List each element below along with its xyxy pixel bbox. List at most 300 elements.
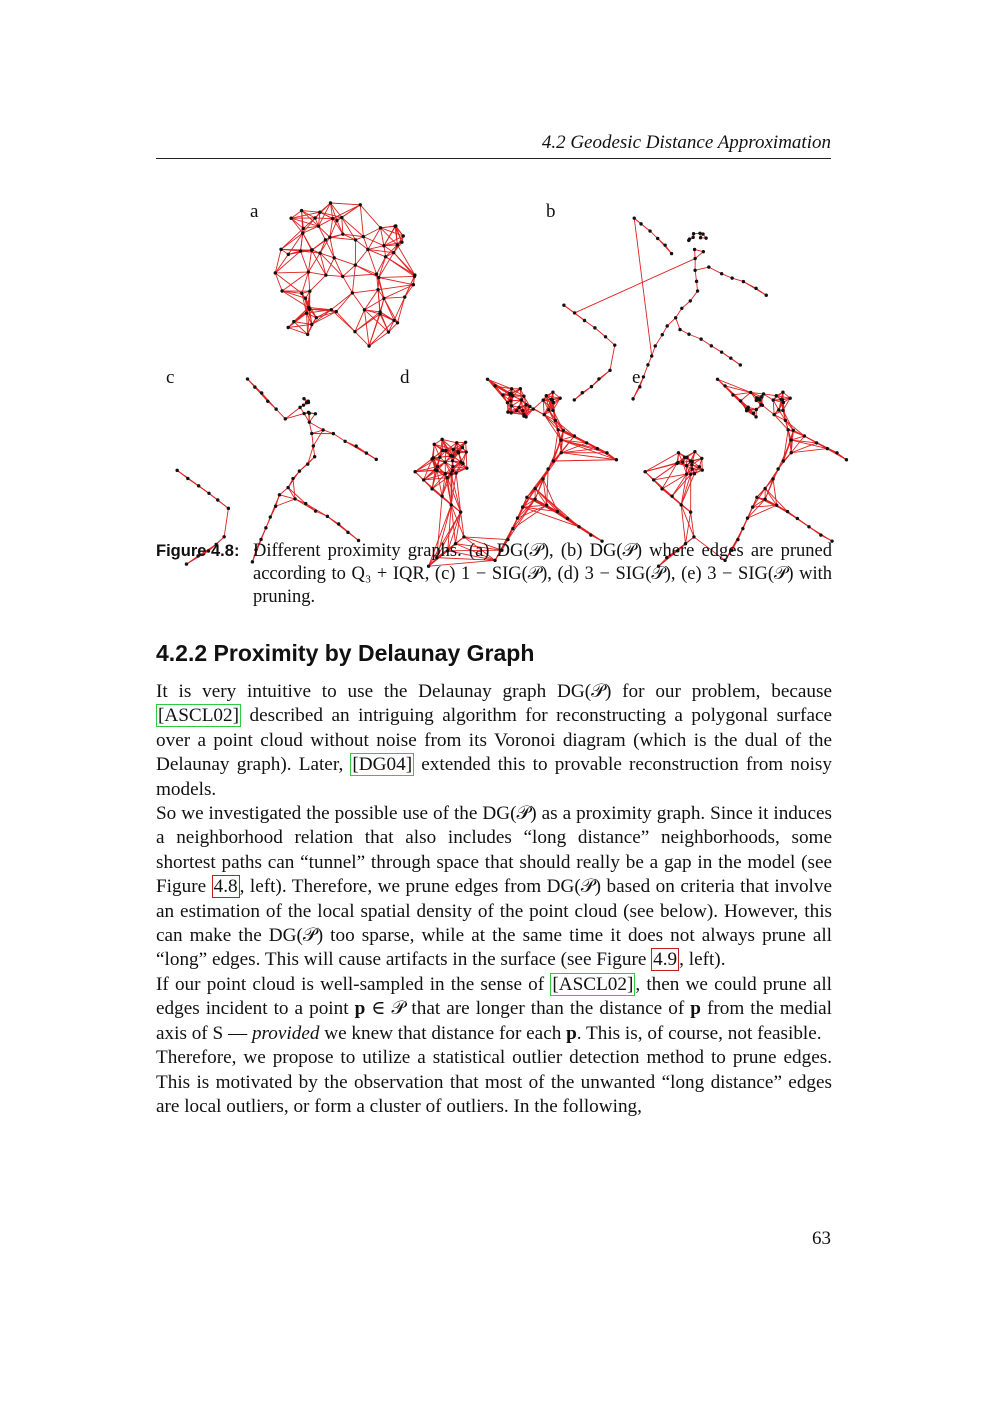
graph-point: [510, 387, 513, 390]
graph-edge: [315, 218, 333, 219]
graph-edge: [355, 249, 368, 265]
graph-point: [459, 460, 462, 463]
graph-edge: [308, 272, 325, 275]
graph-point: [690, 467, 693, 470]
graph-point: [509, 411, 512, 414]
graph-point: [660, 487, 663, 490]
graph-point: [440, 438, 443, 441]
citation-ascl02[interactable]: [ASCL02]: [158, 705, 240, 727]
panel-b-pruned-delaunay: [535, 195, 745, 360]
running-head: 4.2 Geodesic Distance Approximation: [541, 132, 831, 153]
graph-edge: [595, 328, 606, 337]
graph-point: [532, 407, 535, 410]
graph-point: [413, 275, 416, 278]
p3-text-d: from the medial axis of S —: [156, 998, 832, 1044]
graph-point: [449, 472, 452, 475]
p3-text-c: ∈ 𝒫 that are longer than the distance of: [365, 998, 691, 1020]
graph-point: [312, 444, 315, 447]
graph-point: [554, 419, 557, 422]
p1-text-b: described an intriguing algorithm for reconstructing a polygonal surface over a point cloud without noise from its Voronoi diagram (which is the dual of the Delaunay graph). Later,: [156, 705, 832, 776]
graph-point: [457, 451, 460, 454]
graph-point: [422, 478, 425, 481]
graph-point: [302, 412, 305, 415]
panel-e-3-sig-pruned: [620, 362, 830, 522]
graph-point: [515, 409, 518, 412]
graph-point: [792, 429, 795, 432]
graph-point: [739, 399, 742, 402]
panel-c-graph: [155, 362, 365, 522]
graph-point: [305, 312, 308, 315]
graph-edge: [330, 237, 334, 258]
graph-edge: [533, 400, 543, 409]
graph-edge: [331, 293, 352, 310]
graph-point: [819, 533, 822, 536]
graph-edge: [224, 508, 228, 536]
graph-edge: [689, 334, 701, 339]
graph-edge: [352, 265, 355, 293]
graph-point: [546, 467, 549, 470]
graph-edge: [218, 500, 229, 508]
graph-point: [661, 333, 664, 336]
graph-point: [781, 409, 784, 412]
graph-point: [315, 316, 318, 319]
p3-text-b: , then we could prune all edges incident to a point: [156, 973, 832, 1020]
graph-point: [412, 283, 415, 286]
graph-point: [366, 248, 369, 251]
graph-point: [307, 270, 310, 273]
graph-point: [310, 323, 313, 326]
graph-point: [329, 201, 332, 204]
graph-edge: [610, 345, 615, 370]
graph-point: [723, 384, 726, 387]
graph-edge: [690, 291, 697, 301]
graph-point: [260, 391, 263, 394]
graph-edge: [508, 499, 535, 539]
graph-point: [310, 432, 313, 435]
graph-point: [324, 273, 327, 276]
graph-edge: [342, 218, 364, 237]
graph-edge: [302, 272, 309, 293]
figure-ref-4-8[interactable]: 4.8: [213, 876, 238, 898]
graph-edge: [303, 233, 312, 250]
graph-edge: [308, 272, 309, 291]
p2-text-c: , left).: [679, 949, 726, 971]
graph-point: [274, 271, 277, 274]
graph-point: [317, 224, 320, 227]
graph-point: [666, 324, 669, 327]
graph-point: [298, 469, 301, 472]
graph-point: [186, 477, 189, 480]
graph-point: [379, 226, 382, 229]
graph-point: [760, 395, 763, 398]
graph-point: [685, 456, 688, 459]
graph-point: [685, 472, 688, 475]
graph-point: [353, 330, 356, 333]
graph-point: [451, 459, 454, 462]
graph-point: [400, 240, 403, 243]
graph-point: [522, 414, 525, 417]
graph-point: [696, 289, 699, 292]
graph-point: [308, 420, 311, 423]
graph-point: [301, 231, 304, 234]
graph-point: [522, 395, 525, 398]
graph-point: [465, 450, 468, 453]
graph-point: [583, 319, 586, 322]
graph-edge: [368, 246, 384, 250]
graph-edge: [288, 307, 308, 327]
graph-point: [324, 238, 327, 241]
p2-text-b: , left). Therefore, we prune edges from DG(𝒫) based on criteria that involve an estimation of the local spatial density of the point cloud (see below). However, this can make the DG(𝒫) too sparse, while at the same time it does not always prune all “long” edges. This will cause artifacts in the surface (see Figure: [156, 876, 832, 971]
graph-point: [605, 451, 608, 454]
graph-point: [566, 517, 569, 520]
panel-label-d: d: [400, 367, 410, 388]
graph-point: [451, 469, 454, 472]
graph-point: [752, 412, 755, 415]
graph-edge: [695, 267, 709, 270]
graph-edge: [343, 274, 377, 276]
graph-point: [328, 236, 331, 239]
graph-edge: [563, 430, 616, 459]
graph-point: [207, 492, 210, 495]
graph-point: [430, 487, 433, 490]
graph-point: [362, 235, 365, 238]
graph-edge: [327, 516, 358, 540]
graph-edge: [389, 320, 395, 332]
panel-e-graph: [620, 362, 830, 522]
graph-point: [451, 455, 454, 458]
graph-edge: [762, 405, 774, 414]
graph-point: [749, 391, 752, 394]
graph-point: [690, 463, 693, 466]
panel-d-graph: [390, 362, 600, 522]
graph-point: [394, 224, 397, 227]
graph-point: [781, 390, 784, 393]
graph-point: [446, 476, 449, 479]
graph-point: [815, 441, 818, 444]
graph-point: [528, 405, 531, 408]
graph-point: [377, 276, 380, 279]
graph-point: [845, 458, 848, 461]
graph-point: [293, 497, 296, 500]
graph-edge: [336, 293, 352, 312]
graph-point: [359, 203, 362, 206]
graph-point: [280, 289, 283, 292]
graph-point: [652, 478, 655, 481]
graph-edge: [276, 409, 285, 419]
graph-point: [533, 487, 536, 490]
graph-point: [720, 272, 723, 275]
graph-point: [698, 232, 701, 235]
graph-point: [689, 510, 692, 513]
graph-point: [286, 326, 289, 329]
graph-edge: [575, 259, 696, 313]
panel-label-a: a: [250, 201, 259, 222]
graph-point: [562, 304, 565, 307]
graph-point: [508, 393, 511, 396]
graph-point: [308, 412, 311, 415]
graph-point: [775, 504, 778, 507]
graph-edge: [276, 499, 295, 506]
graph-point: [786, 428, 789, 431]
graph-point: [541, 477, 544, 480]
graph-edge: [466, 452, 467, 468]
graph-point: [784, 419, 787, 422]
graph-edge: [634, 218, 651, 356]
graph-point: [763, 498, 766, 501]
graph-point: [552, 459, 555, 462]
graph-point: [656, 237, 659, 240]
graph-point: [306, 462, 309, 465]
graph-point: [521, 505, 524, 508]
graph-point: [562, 429, 565, 432]
graph-edge: [732, 278, 743, 281]
graph-point: [552, 401, 555, 404]
graph-point: [692, 535, 695, 538]
graph-point: [266, 400, 269, 403]
graph-edge: [364, 310, 369, 346]
graph-point: [790, 451, 793, 454]
graph-point: [786, 510, 789, 513]
graph-point: [577, 525, 580, 528]
graph-point: [403, 295, 406, 298]
graph-point: [639, 222, 642, 225]
graph-point: [451, 465, 454, 468]
graph-point: [443, 460, 446, 463]
body-text: [156, 680, 832, 1119]
graph-edge: [309, 422, 311, 433]
graph-point: [332, 432, 335, 435]
graph-edge: [553, 460, 616, 461]
panel-d-3-sig: [390, 362, 600, 522]
graph-point: [274, 505, 277, 508]
graph-point: [519, 387, 522, 390]
graph-point: [716, 378, 719, 381]
graph-point: [687, 333, 690, 336]
graph-edge: [722, 274, 733, 278]
panel-label-b: b: [546, 201, 556, 222]
graph-point: [253, 385, 256, 388]
graph-edge: [281, 228, 303, 249]
graph-edge: [309, 422, 323, 430]
graph-point: [292, 320, 295, 323]
graph-point: [654, 344, 657, 347]
graph-point: [670, 252, 673, 255]
graph-point: [604, 335, 607, 338]
graph-point: [675, 462, 678, 465]
graph-point: [461, 446, 464, 449]
graph-point: [332, 256, 335, 259]
graph-point: [690, 460, 693, 463]
graph-point: [436, 465, 439, 468]
graph-point: [269, 515, 272, 518]
graph-point: [430, 457, 433, 460]
graph-point: [730, 276, 733, 279]
graph-point: [318, 251, 321, 254]
graph-point: [378, 310, 381, 313]
p3-bold-p-3: p: [566, 1022, 577, 1044]
graph-point: [525, 496, 528, 499]
graph-point: [693, 450, 696, 453]
graph-edge: [701, 339, 711, 346]
graph-point: [521, 409, 524, 412]
p1-text-a: It is very intuitive to use the Delaunay graph DG(𝒫) for our problem, because: [156, 681, 832, 702]
graph-point: [354, 238, 357, 241]
graph-point: [396, 243, 399, 246]
graph-point: [699, 337, 702, 340]
graph-point: [227, 507, 230, 510]
citation-dg04[interactable]: [DG04]: [352, 754, 413, 776]
graph-point: [375, 272, 378, 275]
graph-edge: [585, 320, 595, 327]
graph-point: [746, 516, 749, 519]
graph-point: [459, 510, 462, 513]
graph-point: [510, 404, 513, 407]
graph-edge: [318, 226, 329, 237]
graph-point: [547, 408, 550, 411]
graph-point: [650, 354, 653, 357]
graph-point: [376, 288, 379, 291]
graph-point: [772, 398, 775, 401]
graph-point: [299, 249, 302, 252]
graph-point: [392, 251, 395, 254]
graph-point: [693, 257, 696, 260]
graph-point: [175, 469, 178, 472]
graph-point: [452, 448, 455, 451]
graph-edge: [676, 318, 680, 330]
graph-point: [807, 525, 810, 528]
graph-point: [698, 465, 701, 468]
graph-point: [761, 404, 764, 407]
graph-point: [318, 211, 321, 214]
graph-edge: [355, 332, 369, 346]
graph-point: [506, 401, 509, 404]
graph-point: [367, 344, 370, 347]
graph-edge: [655, 335, 662, 346]
graph-edge: [709, 267, 722, 274]
graph-point: [382, 244, 385, 247]
citation-ascl02-2[interactable]: [ASCL02]: [552, 973, 634, 995]
graph-point: [608, 369, 611, 372]
graph-point: [692, 232, 695, 235]
graph-edge: [352, 290, 378, 293]
p3-text-e: we knew that distance for each: [319, 1022, 567, 1044]
graph-point: [519, 398, 522, 401]
graph-point: [772, 413, 775, 416]
graph-point: [382, 297, 385, 300]
graph-point: [375, 458, 378, 461]
graph-point: [246, 377, 249, 380]
graph-point: [440, 494, 443, 497]
graph-point: [291, 477, 294, 480]
section-heading: 4.2.2 Proximity by Delaunay Graph: [156, 640, 535, 666]
graph-point: [524, 403, 527, 406]
graph-point: [264, 526, 267, 529]
graph-point: [444, 449, 447, 452]
graph-point: [396, 321, 399, 324]
graph-point: [509, 399, 512, 402]
graph-point: [556, 428, 559, 431]
graph-point: [670, 494, 673, 497]
graph-edge: [275, 272, 308, 273]
p3-italic-provided: provided: [251, 1022, 320, 1044]
graph-point: [337, 522, 340, 525]
graph-point: [413, 470, 416, 473]
figure-ref-4-9[interactable]: 4.9: [653, 949, 678, 971]
graph-point: [701, 468, 704, 471]
graph-point: [402, 234, 405, 237]
graph-point: [596, 447, 599, 450]
graph-point: [545, 504, 548, 507]
graph-point: [754, 287, 757, 290]
graph-point: [782, 459, 785, 462]
graph-point: [449, 503, 452, 506]
graph-point: [314, 412, 317, 415]
graph-edge: [288, 488, 306, 504]
graph-edge: [369, 332, 388, 346]
graph-point: [762, 392, 765, 395]
panel-a-delaunay-graph: [240, 195, 450, 360]
graph-point: [693, 248, 696, 251]
graph-point: [313, 216, 316, 219]
graph-point: [516, 516, 519, 519]
graph-point: [351, 291, 354, 294]
graph-point: [542, 413, 545, 416]
graph-edge: [379, 276, 415, 277]
graph-point: [720, 350, 723, 353]
graph-point: [354, 263, 357, 266]
graph-point: [776, 467, 779, 470]
panel-b-graph: [535, 195, 745, 360]
graph-point: [704, 236, 707, 239]
graph-point: [560, 451, 563, 454]
graph-point: [306, 333, 309, 336]
graph-point: [702, 250, 705, 253]
graph-edge: [343, 265, 356, 276]
graph-point: [693, 472, 696, 475]
graph-point: [506, 410, 509, 413]
graph-point: [341, 232, 344, 235]
paragraph-2: [156, 802, 832, 973]
graph-point: [462, 535, 465, 538]
graph-edge: [535, 499, 591, 535]
graph-point: [700, 457, 703, 460]
graph-point: [326, 515, 329, 518]
graph-point: [677, 451, 680, 454]
graph-point: [304, 502, 307, 505]
graph-point: [751, 505, 754, 508]
graph-point: [274, 407, 277, 410]
graph-edge: [288, 328, 307, 335]
graph-point: [354, 444, 357, 447]
graph-edge: [817, 443, 847, 460]
graph-point: [444, 472, 447, 475]
graph-point: [305, 401, 308, 404]
graph-point: [454, 471, 457, 474]
graph-point: [771, 477, 774, 480]
caption-text: Different proximity graphs. (a) DG(𝒫), (b) DG(𝒫) where edges are pruned according to Q₃ + IQR, (c) 1 − SIG(𝒫), (d) 3 − SIG(𝒫), (e) 3 − SIG(𝒫) with pruning.: [253, 541, 832, 607]
graph-point: [321, 428, 324, 431]
graph-point: [511, 527, 514, 530]
graph-point: [680, 307, 683, 310]
graph-point: [464, 441, 467, 444]
graph-point: [313, 455, 316, 458]
graph-point: [197, 484, 200, 487]
graph-point: [363, 308, 366, 311]
graph-edge: [310, 275, 326, 291]
graph-point: [289, 217, 292, 220]
graph-point: [302, 397, 305, 400]
graph-edge: [641, 224, 650, 231]
